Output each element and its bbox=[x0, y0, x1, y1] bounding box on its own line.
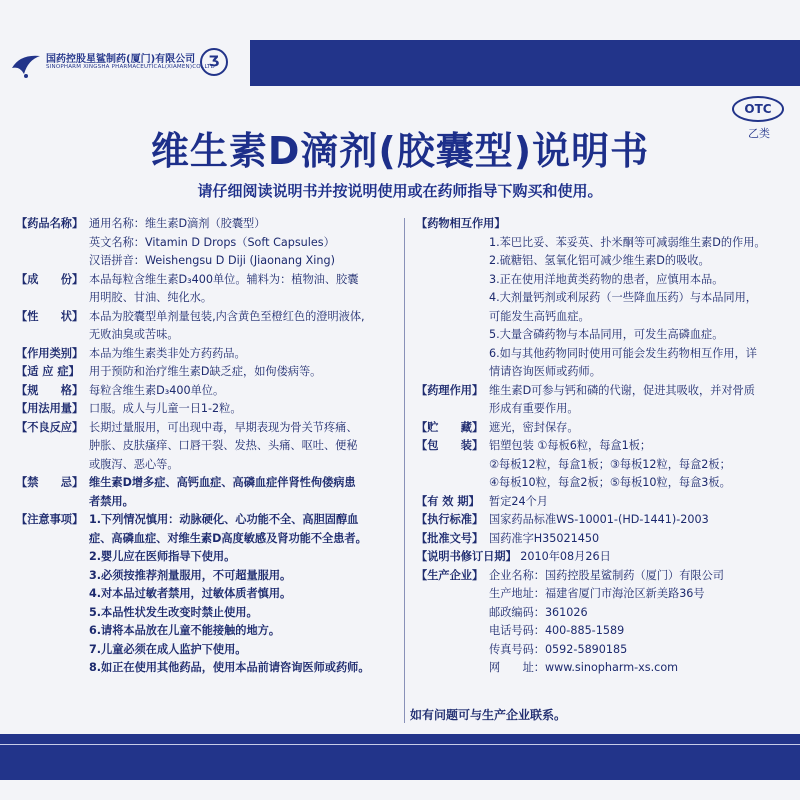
section-package bbox=[416, 437, 786, 493]
company-logo-icon bbox=[10, 48, 42, 80]
text-line: 本品为胶囊型单剂量包装,内含黄色至橙红色的澄明液体, bbox=[89, 309, 365, 323]
section-label: 【贮 藏】 bbox=[416, 420, 484, 434]
section-label: 【适 应 症】 bbox=[16, 365, 80, 378]
contact-note: 如有问题可与生产企业联系。 bbox=[410, 708, 567, 722]
section-label: 【生产企业】 bbox=[416, 568, 484, 582]
text-line: 国药准字H35021450 bbox=[489, 531, 600, 545]
text-line: 铝塑包装 ①每板6粒，每盒1板； bbox=[489, 439, 652, 452]
section-revision bbox=[416, 548, 786, 567]
section-pharmacology bbox=[416, 382, 786, 419]
text-line: 用明胶、甘油、纯化水。 bbox=[89, 291, 213, 304]
otc-class: 乙类 bbox=[748, 127, 770, 140]
page-title: 维生素D滴剂(胶囊型)说明书 bbox=[150, 129, 650, 173]
section-label: 【药品名称】 bbox=[16, 217, 84, 230]
text-line: 情请咨询医师或药师。 bbox=[489, 365, 601, 378]
text-line: 每粒含维生素D₃400单位。 bbox=[89, 383, 225, 397]
left-column bbox=[16, 215, 391, 678]
text-line: 邮政编码：361026 bbox=[489, 605, 588, 619]
section-description bbox=[16, 308, 391, 345]
text-line: 3.正在使用洋地黄类药物的患者，应慎用本品。 bbox=[489, 272, 724, 286]
section-label: 【用法用量】 bbox=[16, 402, 84, 415]
text-line: 暂定24个月 bbox=[489, 494, 548, 508]
text-line: 企业名称：国药控股星鲨制药（厦门）有限公司 bbox=[489, 568, 724, 582]
section-standard bbox=[416, 511, 786, 530]
header-stripe bbox=[250, 40, 800, 86]
footer-stripe bbox=[0, 744, 800, 745]
text-line: 可能发生高钙血症。 bbox=[489, 309, 590, 323]
footer-bar bbox=[0, 734, 800, 780]
text-line: 生产地址：福建省厦门市海沧区新美路36号 bbox=[489, 587, 705, 600]
company-name-cn: 国药控股星鲨制药(厦门)有限公司 bbox=[46, 54, 196, 65]
text-line: 口服。成人与儿童一日1-2粒。 bbox=[89, 402, 242, 415]
text-line: ②每板12粒，每盒1板；③每板12粒，每盒2板； bbox=[489, 457, 731, 471]
page-subtitle: 请仔细阅读说明书并按说明使用或在药师指导下购买和使用。 bbox=[197, 182, 603, 200]
text-line: 5.大量含磷药物与本品同用，可发生高磷血症。 bbox=[489, 328, 724, 341]
text-line: 1.苯巴比妥、苯妥英、扑米酮等可减弱维生素D的作用。 bbox=[489, 235, 766, 249]
text-line: 汉语拼音：Weishengsu D Diji (Jiaonang Xing) bbox=[89, 254, 335, 267]
company-name-en: SINOPHARM XINGSHA PHARMACEUTICAL(XIAMEN)CO.,LTD bbox=[46, 64, 215, 70]
text-line: 英文名称：Vitamin D Drops（Soft Capsules） bbox=[89, 235, 335, 249]
brand-logo-icon: Ʒ bbox=[200, 48, 228, 76]
section-approval bbox=[416, 530, 786, 549]
section-label: 【规 格】 bbox=[16, 383, 84, 397]
text-line: 电话号码：400-885-1589 bbox=[489, 624, 625, 637]
text-line: 通用名称：维生素D滴剂（胶囊型） bbox=[89, 217, 266, 230]
section-label: 【批准文号】 bbox=[416, 531, 484, 545]
text-line: 或腹泻、恶心等。 bbox=[89, 457, 179, 471]
text-line: 长期过量服用，可出现中毒，早期表现为骨关节疼痛、 bbox=[89, 420, 358, 434]
text-line: 肿胀、皮肤瘙痒、口唇干裂、发热、头痛、呕吐、便秘 bbox=[89, 439, 358, 452]
section-category bbox=[16, 345, 391, 364]
text-line: 网 址：www.sinopharm-xs.com bbox=[489, 661, 679, 674]
text-line: 国家药品标准WS-10001-(HD-1441)-2003 bbox=[489, 513, 709, 526]
text-line: 6.如与其他药物同时使用可能会发生药物相互作用，详 bbox=[489, 346, 757, 360]
otc-badge: OTC bbox=[732, 96, 784, 122]
text-line: 维生素D增多症、高钙血症、高磷血症伴肾性佝偻病患 bbox=[89, 476, 356, 489]
text-line: 2.硫糖铝、氢氧化铝可减少维生素D的吸收。 bbox=[489, 254, 710, 267]
text-line: 4.大剂量钙剂或利尿药（一些降血压药）与本品同用， bbox=[489, 291, 757, 304]
header-bar bbox=[0, 40, 800, 86]
section-interaction bbox=[416, 215, 786, 382]
section-label: 【包 装】 bbox=[416, 439, 484, 452]
section-label: 【不良反应】 bbox=[16, 420, 84, 434]
text-line: 7.儿童必须在成人监护下使用。 bbox=[89, 642, 247, 656]
text-line: 2010年08月26日 bbox=[520, 550, 611, 563]
section-usage bbox=[16, 400, 391, 419]
section-label: 【成 份】 bbox=[16, 272, 84, 286]
text-line: 症、高磷血症、对维生素D高度敏感及肾功能不全患者。 bbox=[89, 531, 367, 545]
text-line: 1.下列情况慎用：动脉硬化、心功能不全、高胆固醇血 bbox=[89, 513, 359, 526]
section-label: 【性 状】 bbox=[16, 309, 84, 323]
text-line: 2.婴儿应在医师指导下使用。 bbox=[89, 550, 236, 563]
section-label: 【有 效 期】 bbox=[416, 494, 480, 508]
text-line: 本品每粒含维生素D₃400单位。辅料为：植物油、胶囊 bbox=[89, 272, 359, 286]
text-line: 形成有重要作用。 bbox=[489, 402, 579, 415]
section-storage bbox=[416, 419, 786, 438]
section-notes bbox=[16, 511, 391, 678]
section-validity bbox=[416, 493, 786, 512]
text-line: 6.请将本品放在儿童不能接触的地方。 bbox=[89, 624, 281, 637]
text-line: 8.如正在使用其他药品，使用本品前请咨询医师或药师。 bbox=[89, 661, 370, 674]
text-line: 用于预防和治疗维生素D缺乏症，如佝偻病等。 bbox=[89, 365, 322, 378]
text-line: ④每板10粒，每盒2板；⑤每板10粒，每盒3板。 bbox=[489, 476, 731, 489]
text-line: 5.本品性状发生改变时禁止使用。 bbox=[89, 605, 258, 619]
text-line: 3.必须按推荐剂量服用，不可超量服用。 bbox=[89, 568, 292, 582]
text-line: 者禁用。 bbox=[89, 494, 134, 508]
column-divider bbox=[404, 218, 405, 723]
text-line: 4.对本品过敏者禁用，过敏体质者慎用。 bbox=[89, 587, 292, 600]
section-label: 【作用类别】 bbox=[16, 346, 84, 360]
section-label: 【注意事项】 bbox=[16, 513, 84, 526]
section-drug-name bbox=[16, 215, 391, 271]
text-line: 维生素D可参与钙和磷的代谢，促进其吸收，并对骨质 bbox=[489, 383, 755, 397]
section-contraindication bbox=[16, 474, 391, 511]
section-label: 【药物相互作用】 bbox=[416, 217, 506, 230]
section-adverse bbox=[16, 419, 391, 475]
section-composition bbox=[16, 271, 391, 308]
section-label: 【说明书修订日期】 bbox=[416, 550, 517, 563]
section-label: 【执行标准】 bbox=[416, 513, 484, 526]
text-line: 本品为维生素类非处方药药品。 bbox=[89, 346, 246, 360]
section-spec bbox=[16, 382, 391, 401]
right-column bbox=[416, 215, 786, 678]
text-line: 无败油臭或苦味。 bbox=[89, 328, 179, 341]
section-label: 【药理作用】 bbox=[416, 383, 484, 397]
section-manufacturer bbox=[416, 567, 786, 678]
section-indication bbox=[16, 363, 391, 382]
text-line: 遮光，密封保存。 bbox=[489, 420, 579, 434]
section-label: 【禁 忌】 bbox=[16, 476, 84, 489]
text-line: 传真号码：0592-5890185 bbox=[489, 642, 628, 656]
